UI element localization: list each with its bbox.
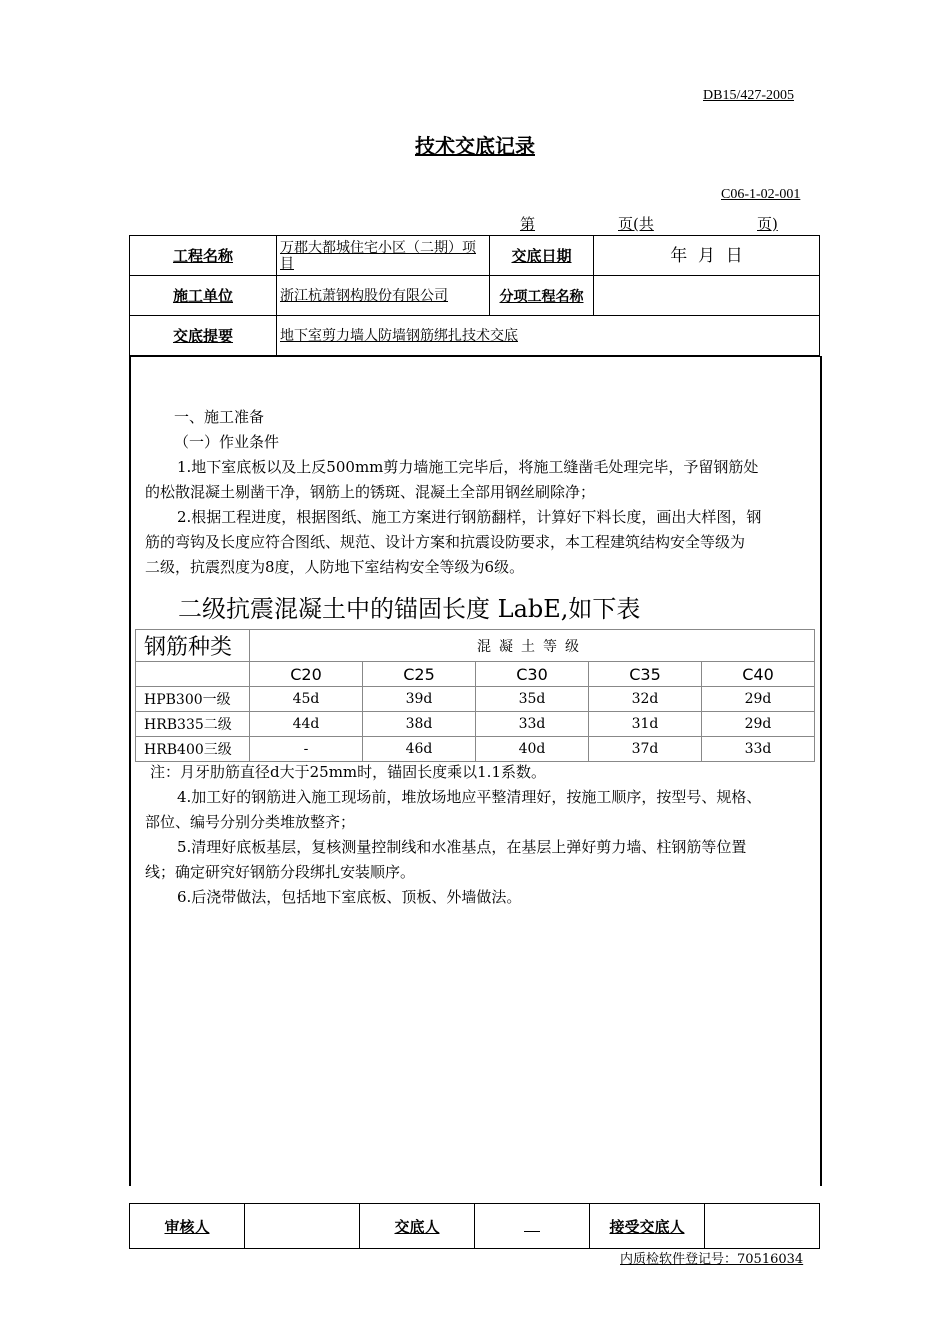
table-cell: 35d — [476, 687, 589, 712]
receiver-value[interactable] — [705, 1204, 820, 1249]
item-2-line-3: 二级，抗震烈度为8度，人防地下室结构安全等级为6级。 — [145, 558, 525, 576]
item-2-line-2: 筋的弯钩及长度应符合图纸、规范、设计方案和抗震设防要求，本工程建筑结构安全等级为 — [145, 533, 746, 551]
rebar-type-header: 钢筋种类 — [136, 630, 250, 662]
table-cell: 46d — [363, 737, 476, 762]
discloser-blank-line — [524, 1217, 540, 1232]
summary-label: 交底提要 — [130, 316, 277, 356]
contractor-row — [130, 276, 820, 316]
contractor-label: 施工单位 — [130, 276, 277, 316]
subsection-heading: （一）作业条件 — [174, 433, 280, 451]
table-header-row — [136, 630, 815, 662]
table-cell: 37d — [589, 737, 702, 762]
receiver-label: 接受交底人 — [590, 1204, 705, 1249]
item-2-line-1: 2.根据工程进度，根据图纸、施工方案进行钢筋翻样，计算好下料长度，画出大样图，钢 — [177, 508, 762, 526]
page-number-suffix: 页) — [757, 215, 778, 233]
contractor-value: 浙江杭萧钢构股份有限公司 — [277, 276, 490, 316]
concrete-grade-header: 混凝土等级 — [250, 630, 815, 662]
table-cell: 40d — [476, 737, 589, 762]
project-name-value: 万郡大都城住宅小区（二期）项目 — [277, 236, 490, 276]
table-cell: 39d — [363, 687, 476, 712]
table-cell: - — [250, 737, 363, 762]
table-cell: 33d — [476, 712, 589, 737]
reviewer-label: 审核人 — [130, 1204, 245, 1249]
summary-value: 地下室剪力墙人防墙钢筋绑扎技术交底 — [277, 316, 820, 356]
rebar-type-cell: HPB300一级 — [136, 687, 250, 712]
summary-row — [130, 316, 820, 356]
anchorage-length-table — [135, 629, 815, 762]
table-cell: 32d — [589, 687, 702, 712]
rebar-type-cell: HRB335二级 — [136, 712, 250, 737]
grade-c25: C25 — [363, 662, 476, 687]
item-6: 6.后浇带做法，包括地下室底板、顶板、外墙做法。 — [177, 888, 522, 906]
project-info-table — [129, 235, 820, 356]
grade-c20: C20 — [250, 662, 363, 687]
item-4-line-1: 4.加工好的钢筋进入施工现场前，堆放场地应平整清理好，按施工顺序，按型号、规格、 — [177, 788, 762, 806]
project-name-label: 工程名称 — [130, 236, 277, 276]
anchor-table-heading: 二级抗震混凝土中的锚固长度 LabE,如下表 — [178, 595, 641, 623]
table-cell: 31d — [589, 712, 702, 737]
item-5-line-2: 线；确定研究好钢筋分段绑扎安装顺序。 — [145, 863, 416, 881]
document-title: 技术交底记录 — [415, 134, 535, 158]
table-note: 注：月牙肋筋直径d大于25mm时，锚固长度乘以1.1系数。 — [150, 763, 546, 781]
grade-c40: C40 — [702, 662, 815, 687]
rebar-type-cell: HRB400三级 — [136, 737, 250, 762]
item-1-line-2: 的松散混凝土剔凿干净，钢筋上的锈斑、混凝土全部用钢丝刷除净； — [145, 483, 596, 501]
software-registration: 内质检软件登记号：70516034 — [620, 1252, 804, 1267]
table-row — [136, 687, 815, 712]
table-row — [136, 712, 815, 737]
item-1-line-1: 1.地下室底板以及上反500mm剪力墙施工完毕后，将施工缝凿毛处理完毕，予留钢筋处 — [177, 458, 759, 476]
subproject-label: 分项工程名称 — [490, 276, 594, 316]
page-number-middle: 页(共 — [618, 215, 654, 233]
project-row — [130, 236, 820, 276]
table-cell: 29d — [702, 687, 815, 712]
table-cell: 29d — [702, 712, 815, 737]
signature-row — [130, 1204, 820, 1249]
table-row — [136, 737, 815, 762]
standard-code: DB15/427-2005 — [703, 88, 794, 103]
subproject-value — [594, 276, 820, 316]
grade-row-blank — [136, 662, 250, 687]
table-cell: 45d — [250, 687, 363, 712]
item-5-line-1: 5.清理好底板基层，复核测量控制线和水准基点，在基层上弹好剪力墙、柱钢筋等位置 — [177, 838, 747, 856]
grade-c35: C35 — [589, 662, 702, 687]
date-value: 年 月 日 — [594, 236, 820, 276]
item-4-line-2: 部位、编号分别分类堆放整齐； — [145, 813, 356, 831]
reviewer-value[interactable] — [245, 1204, 360, 1249]
table-cell: 33d — [702, 737, 815, 762]
grade-c30: C30 — [476, 662, 589, 687]
discloser-label: 交底人 — [360, 1204, 475, 1249]
date-label: 交底日期 — [490, 236, 594, 276]
page-number-prefix: 第 — [520, 215, 536, 233]
table-cell: 38d — [363, 712, 476, 737]
grade-row — [136, 662, 815, 687]
form-code: C06-1-02-001 — [721, 187, 801, 202]
signature-table — [129, 1203, 820, 1249]
table-cell: 44d — [250, 712, 363, 737]
discloser-value[interactable] — [475, 1204, 590, 1249]
section-heading: 一、施工准备 — [174, 408, 265, 426]
